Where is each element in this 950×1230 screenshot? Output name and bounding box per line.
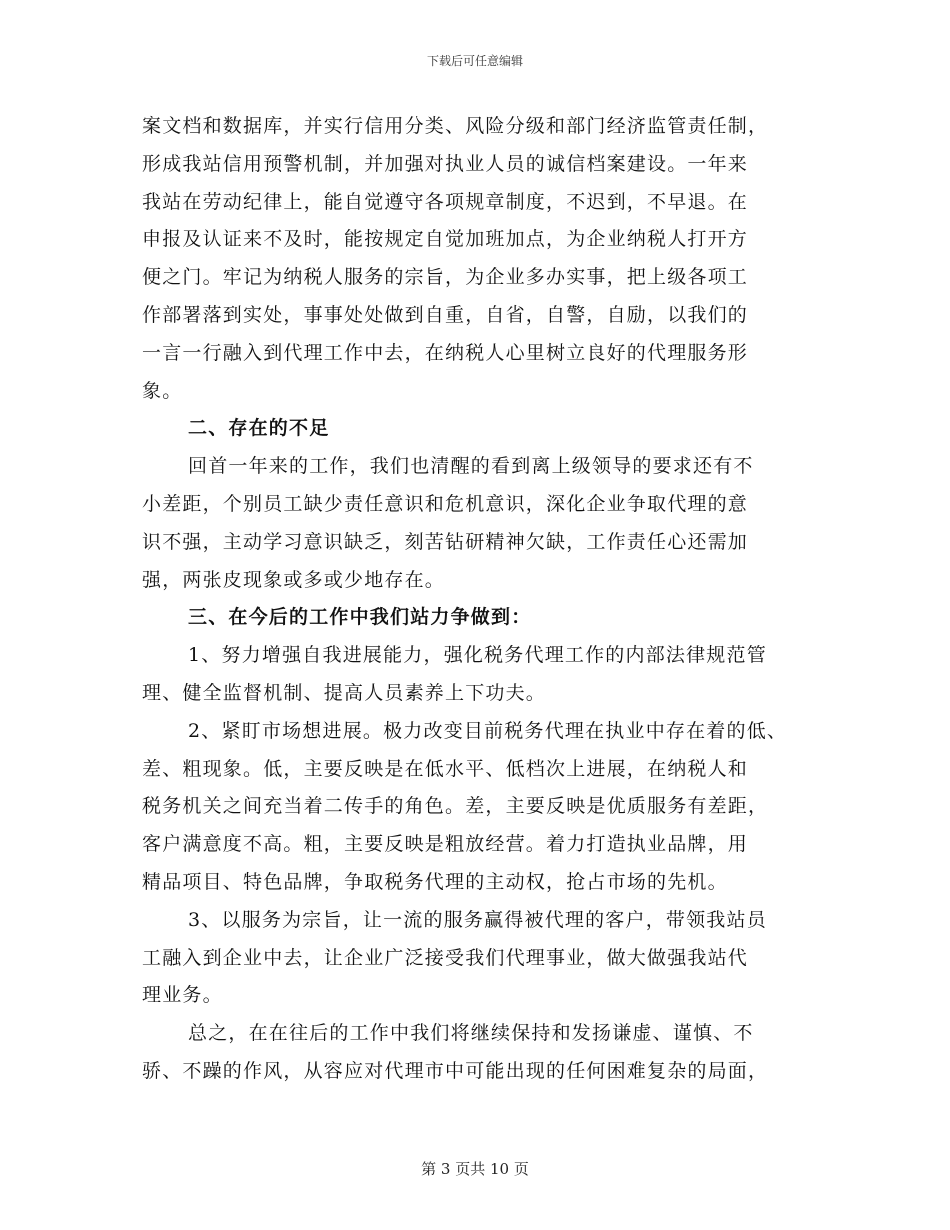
paragraph-line: 我站在劳动纪律上，能自觉遵守各项规章制度，不迟到，不早退。在 bbox=[142, 190, 749, 213]
paragraph-line: 识不强，主动学习意识缺乏，刻苦钻研精神欠缺，工作责任心还需加 bbox=[142, 530, 749, 553]
page-header: 下载后可任意编辑 bbox=[426, 54, 523, 68]
page-footer: 第 3 页共 10 页 bbox=[421, 1160, 529, 1178]
paragraph-line: 客户满意度不高。粗，主要反映是粗放经营。着力打造执业品牌，用 bbox=[142, 833, 749, 856]
paragraph-line: 理、健全监督机制、提高人员素养上下功夫。 bbox=[142, 681, 547, 704]
paragraph-line: 2、紧盯市场想进展。极力改变目前税务代理在执业中存在着的低、 bbox=[188, 719, 788, 742]
paragraph-line: 工融入到企业中去，让企业广泛接受我们代理事业，做大做强我站代 bbox=[142, 946, 749, 969]
paragraph-line: 案文档和数据库，并实行信用分类、风险分级和部门经济监管责任制， bbox=[142, 115, 769, 137]
paragraph-line: 精品项目、特色品牌，争取税务代理的主动权，抢占市场的先机。 bbox=[142, 870, 728, 893]
paragraph-line: 3、以服务为宗旨，让一流的服务赢得被代理的客户，带领我站员 bbox=[188, 908, 767, 931]
section-heading: 二、存在的不足 bbox=[188, 417, 330, 440]
paragraph-line: 一言一行融入到代理工作中去，在纳税人心里树立良好的代理服务形 bbox=[142, 341, 749, 364]
paragraph-line: 理业务。 bbox=[142, 984, 223, 1007]
document-body bbox=[142, 108, 810, 1091]
paragraph-line: 强，两张皮现象或多或少地存在。 bbox=[142, 568, 446, 591]
paragraph-line: 税务机关之间充当着二传手的角色。差，主要反映是优质服务有差距， bbox=[142, 795, 769, 818]
paragraph-line: 便之门。牢记为纳税人服务的宗旨，为企业多办实事，把上级各项工 bbox=[142, 266, 749, 289]
paragraph-line: 差、粗现象。低，主要反映是在低水平、低档次上进展，在纳税人和 bbox=[142, 757, 749, 780]
paragraph-line: 小差距，个别员工缺少责任意识和危机意识，深化企业争取代理的意 bbox=[142, 492, 749, 515]
paragraph-line: 形成我站信用预警机制，并加强对执业人员的诚信档案建设。一年来 bbox=[142, 152, 749, 175]
paragraph-line: 申报及认证来不及时，能按规定自觉加班加点，为企业纳税人打开方 bbox=[142, 228, 749, 251]
paragraph-line: 总之，在在往后的工作中我们将继续保持和发扬谦虚、谨慎、不 bbox=[188, 1022, 754, 1045]
paragraph-line: 回首一年来的工作，我们也清醒的看到离上级领导的要求还有不 bbox=[188, 455, 754, 478]
paragraph-line: 作部署落到实处，事事处处做到自重，自省，自警，自励，以我们的 bbox=[142, 303, 749, 326]
paragraph-line: 1、努力增强自我进展能力，强化税务代理工作的内部法律规范管 bbox=[188, 644, 767, 667]
paragraph-line: 象。 bbox=[142, 379, 183, 402]
section-heading: 三、在今后的工作中我们站力争做到： bbox=[188, 606, 532, 629]
paragraph-line: 骄、不躁的作风，从容应对代理市中可能出现的任何困难复杂的局面， bbox=[142, 1059, 769, 1082]
